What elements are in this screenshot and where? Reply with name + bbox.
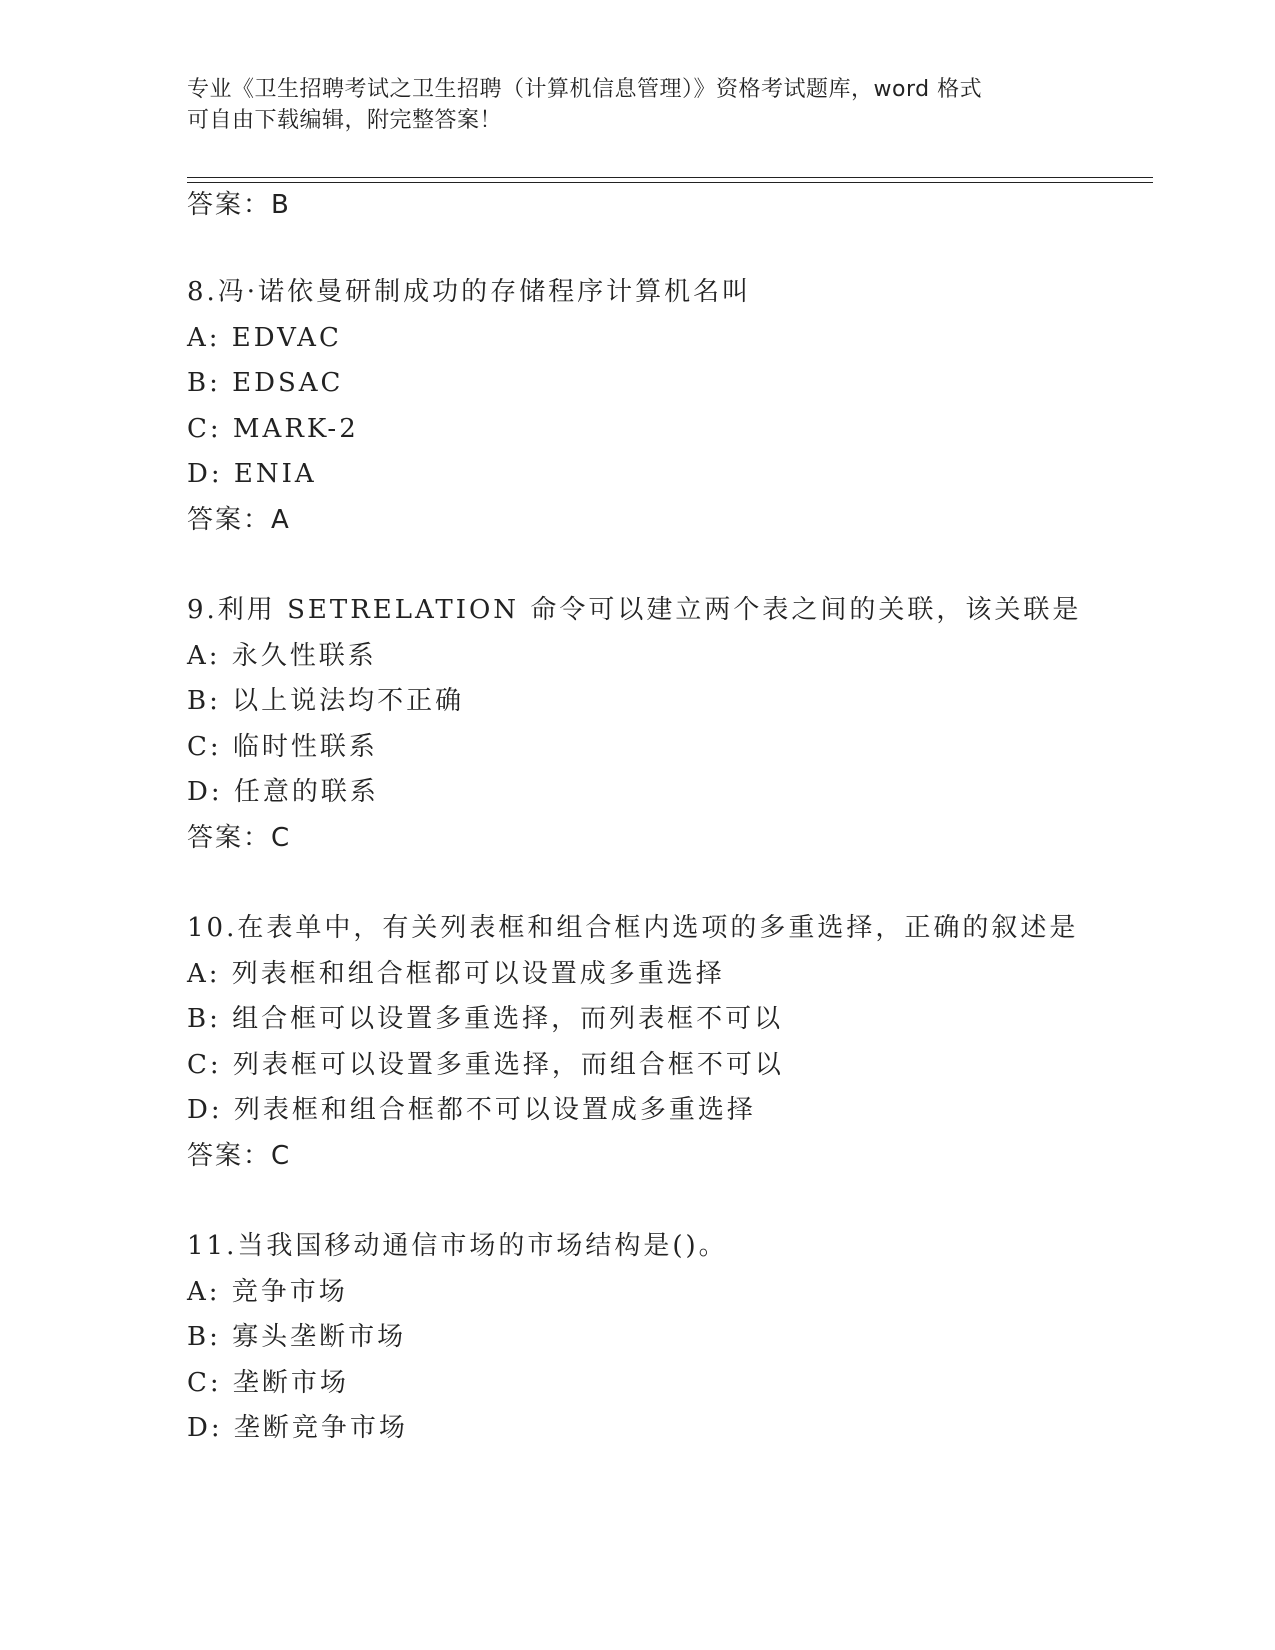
- question-text: 8.冯·诺依曼研制成功的存储程序计算机名叫: [187, 277, 752, 307]
- question-block-11: [187, 1224, 1137, 1452]
- option-a: A: 列表框和组合框都可以设置成多重选择: [187, 958, 725, 989]
- question-block-8: [187, 270, 1137, 543]
- answer-text: 答案：C: [187, 1140, 292, 1171]
- answer-text: 答案：C: [187, 822, 292, 853]
- header-divider-top: [187, 177, 1153, 178]
- option-a: A: 竞争市场: [187, 1276, 348, 1307]
- option-b: B: 组合框可以设置多重选择，而列表框不可以: [187, 1004, 784, 1034]
- answer-text: 答案：B: [187, 190, 291, 220]
- option-d: D: 列表框和组合框都不可以设置成多重选择: [187, 1095, 756, 1125]
- option-b: B: 以上说法均不正确: [187, 686, 465, 716]
- question-text: 10.在表单中，有关列表框和组合框内选项的多重选择，正确的叙述是: [187, 913, 1079, 943]
- option-c: C: MARK-2: [187, 413, 359, 444]
- question-text: 11.当我国移动通信市场的市场结构是()。: [187, 1231, 728, 1261]
- option-b: B: EDSAC: [187, 368, 344, 398]
- option-c: C: 临时性联系: [187, 731, 378, 762]
- answer-text: 答案：A: [187, 504, 291, 535]
- option-d: D: 任意的联系: [187, 777, 379, 807]
- option-d: D: 垄断竞争市场: [187, 1413, 408, 1443]
- question-text: 9.利用 SETRELATION 命令可以建立两个表之间的关联，该关联是: [187, 595, 1082, 625]
- option-a: A: 永久性联系: [187, 640, 377, 671]
- option-c: C: 列表框可以设置多重选择，而组合框不可以: [187, 1049, 784, 1080]
- question-block-9: [187, 588, 1137, 861]
- header-line-1: 专业《卫生招聘考试之卫生招聘（计算机信息管理）》资格考试题库，word 格式: [187, 77, 983, 102]
- header-line-2: 可自由下载编辑，附完整答案！: [187, 108, 503, 133]
- option-d: D: ENIA: [187, 459, 317, 489]
- option-c: C: 垄断市场: [187, 1367, 349, 1398]
- document-header: [187, 74, 1067, 136]
- option-b: B: 寡头垄断市场: [187, 1322, 407, 1352]
- previous-answer-block: [187, 183, 1137, 229]
- option-a: A: EDVAC: [187, 322, 342, 353]
- question-block-10: [187, 906, 1137, 1179]
